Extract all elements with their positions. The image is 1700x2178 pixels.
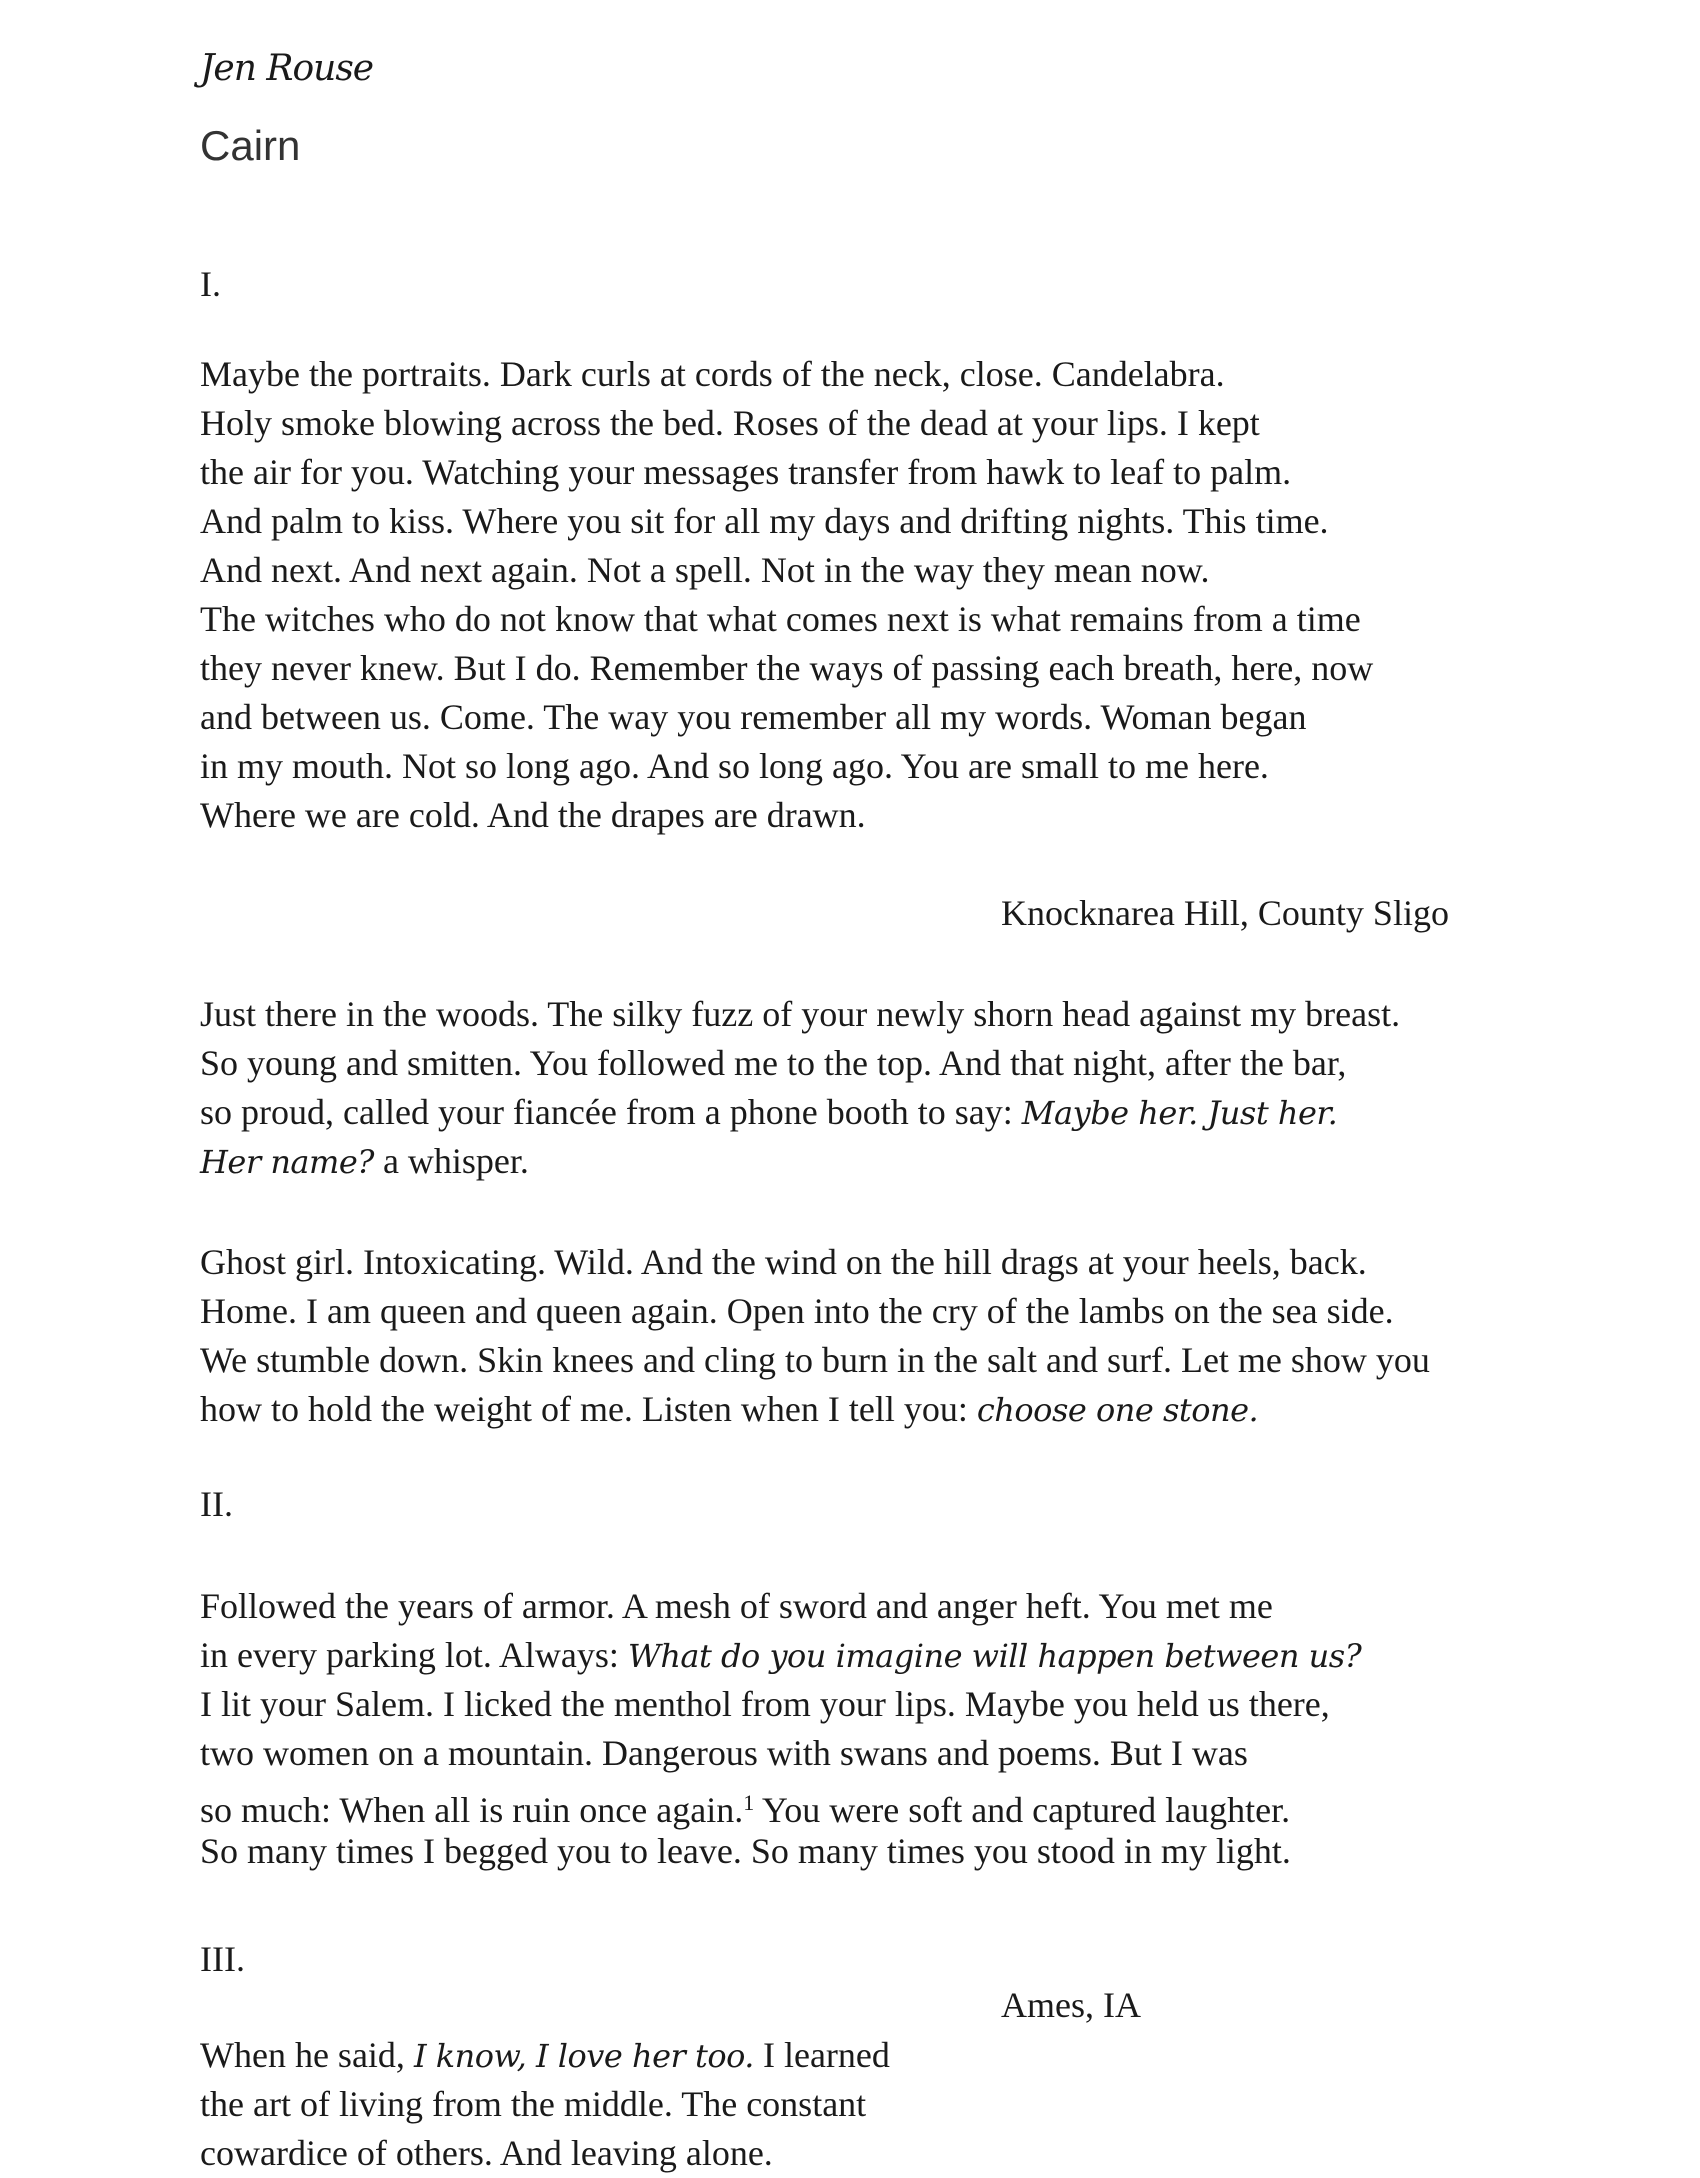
poem-line: Home. I am queen and queen again. Open into the cry of the lambs on the sea side.	[200, 1291, 1394, 1331]
line-text: so much: When all is ruin once again.	[200, 1790, 744, 1830]
poem-line: Just there in the woods. The silky fuzz of your newly shorn head against my breast.	[200, 994, 1401, 1034]
line-text: You were soft and captured laughter.	[754, 1790, 1291, 1830]
line-text: so proud, called your fiancée from a phone booth to say:	[200, 1092, 1022, 1132]
stanza-two	[200, 990, 1400, 1186]
place-knocknarea: Knocknarea Hill, County Sligo	[1001, 893, 1449, 933]
poem-line	[200, 1778, 1361, 1830]
italic-quote: What do you imagine will happen between us?	[627, 1637, 1362, 1675]
poem-line: And next. And next again. Not a spell. Not in the way they mean now.	[200, 550, 1210, 590]
poem-line: in my mouth. Not so long ago. And so long ago. You are small to me here.	[200, 746, 1269, 786]
poem-line: cowardice of others. And leaving alone.	[200, 2133, 773, 2173]
place-ames: Ames, IA	[1001, 1985, 1141, 2025]
poem-line: The witches who do not know that what comes next is what remains from a time	[200, 599, 1361, 639]
poem-line: So young and smitten. You followed me to the top. And that night, after the bar,	[200, 1043, 1347, 1083]
poem-line: they never knew. But I do. Remember the ways of passing each breath, here, now	[200, 648, 1374, 688]
poem-line: the art of living from the middle. The constant	[200, 2084, 867, 2124]
poem-line: and between us. Come. The way you remember all my words. Woman began	[200, 697, 1307, 737]
section-heading-two: II.	[200, 1484, 233, 1524]
line-text: I learned	[753, 2035, 890, 2075]
italic-quote: Her name?	[200, 1143, 374, 1181]
line-text: in every parking lot. Always:	[200, 1635, 628, 1675]
poem-line	[200, 1088, 1400, 1137]
poem-line: two women on a mountain. Dangerous with swans and poems. But I was	[200, 1733, 1248, 1773]
poem-line	[200, 1631, 1361, 1680]
stanza-one	[200, 350, 1373, 840]
poem-line: I lit your Salem. I licked the menthol from your lips. Maybe you held us there,	[200, 1684, 1330, 1724]
stanza-five	[200, 2031, 890, 2178]
italic-quote: I know, I love her too.	[413, 2037, 754, 2075]
poem-line: the air for you. Watching your messages transfer from hawk to leaf to palm.	[200, 452, 1292, 492]
poem-line: Ghost girl. Intoxicating. Wild. And the wind on the hill drags at your heels, back.	[200, 1242, 1367, 1282]
line-text: When he said,	[200, 2035, 414, 2075]
stanza-three	[200, 1238, 1430, 1434]
poem-title: Cairn	[200, 122, 301, 169]
poem-line: Followed the years of armor. A mesh of sword and anger heft. You met me	[200, 1586, 1273, 1626]
poem-line: Holy smoke blowing across the bed. Roses of the dead at your lips. I kept	[200, 403, 1260, 443]
section-heading-three: III.	[200, 1939, 245, 1979]
poem-line	[200, 1385, 1430, 1434]
italic-quote: Maybe her. Just her.	[1021, 1094, 1338, 1132]
poem-line: And palm to kiss. Where you sit for all my days and drifting nights. This time.	[200, 501, 1329, 541]
poem-line: Maybe the portraits. Dark curls at cords of the neck, close. Candelabra.	[200, 354, 1225, 394]
stanza-four	[200, 1582, 1361, 1876]
footnote-marker[interactable]: 1	[743, 1790, 755, 1815]
italic-quote: choose one stone.	[976, 1391, 1259, 1429]
poem-line	[200, 1137, 1400, 1186]
poem-line: Where we are cold. And the drapes are drawn.	[200, 795, 866, 835]
section-heading-one: I.	[200, 264, 221, 304]
line-text: how to hold the weight of me. Listen when I tell you:	[200, 1389, 977, 1429]
poem-line: We stumble down. Skin knees and cling to burn in the salt and surf. Let me show you	[200, 1340, 1430, 1380]
poem-line	[200, 2031, 890, 2080]
author-name: Jen Rouse	[200, 48, 374, 89]
poem-line: So many times I begged you to leave. So many times you stood in my light.	[200, 1831, 1291, 1871]
line-text: a whisper.	[373, 1141, 529, 1181]
